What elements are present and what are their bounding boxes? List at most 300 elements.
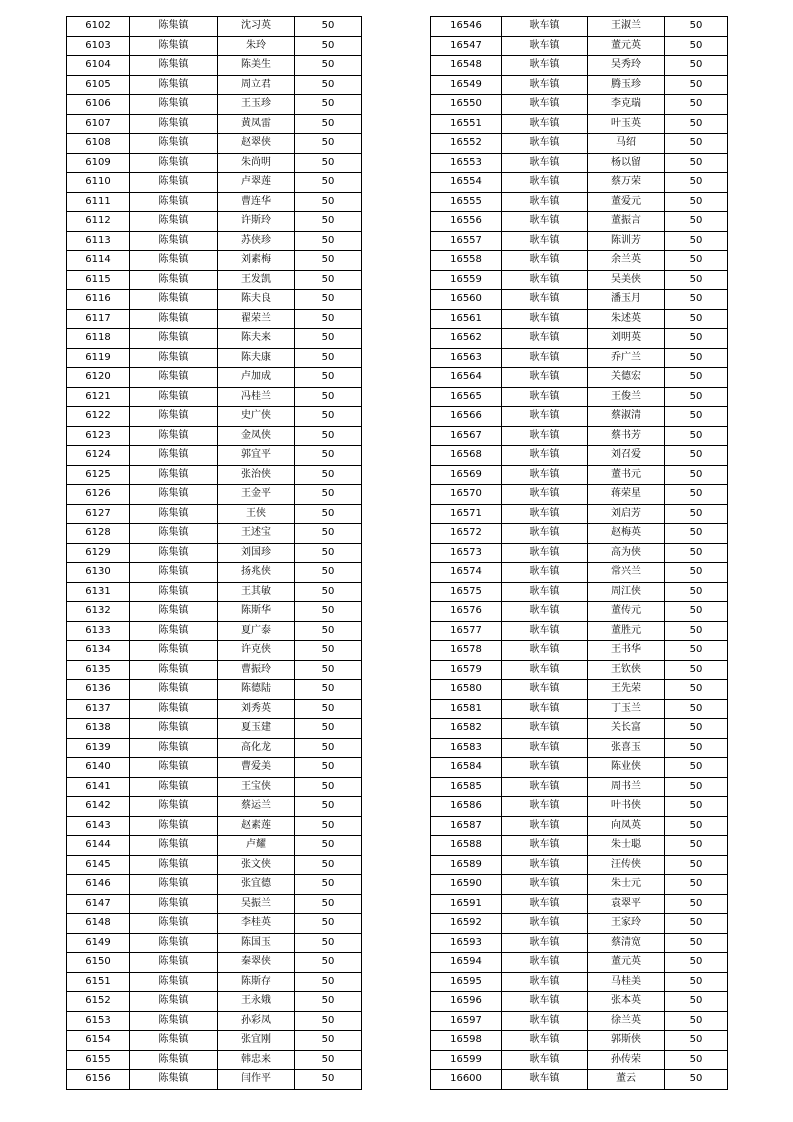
id-cell: 6127 <box>67 504 130 524</box>
amount-cell: 50 <box>295 153 362 173</box>
id-cell: 6103 <box>67 36 130 56</box>
amount-cell: 50 <box>665 875 728 895</box>
town-cell: 陈集镇 <box>130 270 218 290</box>
name-cell: 董传元 <box>588 602 665 622</box>
table-row <box>431 894 728 914</box>
amount-cell: 50 <box>295 95 362 115</box>
id-cell: 16546 <box>431 17 502 37</box>
id-cell: 6141 <box>67 777 130 797</box>
amount-cell: 50 <box>295 933 362 953</box>
name-cell: 董胜元 <box>588 621 665 641</box>
table-row <box>431 290 728 310</box>
town-cell: 耿车镇 <box>502 426 588 446</box>
table-row <box>67 1011 362 1031</box>
id-cell: 16570 <box>431 485 502 505</box>
amount-cell: 50 <box>665 602 728 622</box>
name-cell: 孙彩凤 <box>218 1011 295 1031</box>
table-row <box>431 231 728 251</box>
amount-cell: 50 <box>665 777 728 797</box>
town-cell: 耿车镇 <box>502 485 588 505</box>
amount-cell: 50 <box>295 602 362 622</box>
left-table <box>66 16 362 1090</box>
id-cell: 16591 <box>431 894 502 914</box>
name-cell: 翟荣兰 <box>218 309 295 329</box>
id-cell: 16575 <box>431 582 502 602</box>
id-cell: 16565 <box>431 387 502 407</box>
town-cell: 耿车镇 <box>502 699 588 719</box>
table-row <box>431 387 728 407</box>
amount-cell: 50 <box>665 368 728 388</box>
amount-cell: 50 <box>665 953 728 973</box>
table-row <box>67 56 362 76</box>
amount-cell: 50 <box>295 465 362 485</box>
id-cell: 16569 <box>431 465 502 485</box>
town-cell: 耿车镇 <box>502 777 588 797</box>
table-row <box>431 914 728 934</box>
table-row <box>431 173 728 193</box>
town-cell: 耿车镇 <box>502 36 588 56</box>
amount-cell: 50 <box>295 680 362 700</box>
id-cell: 16572 <box>431 524 502 544</box>
table-row <box>431 251 728 271</box>
amount-cell: 50 <box>665 1070 728 1090</box>
table-row <box>67 543 362 563</box>
name-cell: 刘召爱 <box>588 446 665 466</box>
town-cell: 陈集镇 <box>130 56 218 76</box>
town-cell: 陈集镇 <box>130 75 218 95</box>
amount-cell: 50 <box>665 270 728 290</box>
amount-cell: 50 <box>665 309 728 329</box>
table-row <box>431 660 728 680</box>
id-cell: 16588 <box>431 836 502 856</box>
id-cell: 6144 <box>67 836 130 856</box>
id-cell: 16562 <box>431 329 502 349</box>
name-cell: 王金平 <box>218 485 295 505</box>
id-cell: 6124 <box>67 446 130 466</box>
table-row <box>67 153 362 173</box>
table-row <box>67 914 362 934</box>
amount-cell: 50 <box>295 251 362 271</box>
town-cell: 陈集镇 <box>130 777 218 797</box>
amount-cell: 50 <box>665 465 728 485</box>
town-cell: 陈集镇 <box>130 972 218 992</box>
town-cell: 陈集镇 <box>130 153 218 173</box>
id-cell: 6145 <box>67 855 130 875</box>
town-cell: 陈集镇 <box>130 680 218 700</box>
name-cell: 夏玉建 <box>218 719 295 739</box>
table-row <box>431 738 728 758</box>
name-cell: 陈德陆 <box>218 680 295 700</box>
name-cell: 周立君 <box>218 75 295 95</box>
town-cell: 耿车镇 <box>502 348 588 368</box>
id-cell: 6136 <box>67 680 130 700</box>
table-row <box>67 524 362 544</box>
id-cell: 6123 <box>67 426 130 446</box>
town-cell: 耿车镇 <box>502 192 588 212</box>
town-cell: 耿车镇 <box>502 738 588 758</box>
name-cell: 曹爱美 <box>218 758 295 778</box>
id-cell: 16599 <box>431 1050 502 1070</box>
id-cell: 16578 <box>431 641 502 661</box>
amount-cell: 50 <box>295 777 362 797</box>
id-cell: 6110 <box>67 173 130 193</box>
amount-cell: 50 <box>295 836 362 856</box>
id-cell: 16557 <box>431 231 502 251</box>
name-cell: 韩忠来 <box>218 1050 295 1070</box>
amount-cell: 50 <box>665 56 728 76</box>
id-cell: 16563 <box>431 348 502 368</box>
id-cell: 16596 <box>431 992 502 1012</box>
table-row <box>431 368 728 388</box>
town-cell: 陈集镇 <box>130 543 218 563</box>
name-cell: 关长富 <box>588 719 665 739</box>
town-cell: 陈集镇 <box>130 17 218 37</box>
name-cell: 周书兰 <box>588 777 665 797</box>
amount-cell: 50 <box>665 660 728 680</box>
amount-cell: 50 <box>665 1050 728 1070</box>
amount-cell: 50 <box>665 836 728 856</box>
town-cell: 耿车镇 <box>502 1031 588 1051</box>
table-row <box>431 1070 728 1090</box>
amount-cell: 50 <box>665 563 728 583</box>
table-row <box>431 933 728 953</box>
town-cell: 耿车镇 <box>502 855 588 875</box>
town-cell: 陈集镇 <box>130 348 218 368</box>
id-cell: 6149 <box>67 933 130 953</box>
table-row <box>67 855 362 875</box>
table-row <box>431 465 728 485</box>
amount-cell: 50 <box>295 446 362 466</box>
name-cell: 朱玲 <box>218 36 295 56</box>
amount-cell: 50 <box>665 797 728 817</box>
name-cell: 周江侠 <box>588 582 665 602</box>
name-cell: 李桂英 <box>218 914 295 934</box>
name-cell: 卢耀 <box>218 836 295 856</box>
table-row <box>67 1070 362 1090</box>
town-cell: 陈集镇 <box>130 173 218 193</box>
amount-cell: 50 <box>295 75 362 95</box>
id-cell: 6142 <box>67 797 130 817</box>
town-cell: 耿车镇 <box>502 680 588 700</box>
id-cell: 16547 <box>431 36 502 56</box>
name-cell: 张文侠 <box>218 855 295 875</box>
amount-cell: 50 <box>295 914 362 934</box>
table-row <box>67 621 362 641</box>
table-row <box>67 816 362 836</box>
name-cell: 袁翠平 <box>588 894 665 914</box>
name-cell: 扬兆侠 <box>218 563 295 583</box>
name-cell: 陈业侠 <box>588 758 665 778</box>
table-row <box>67 660 362 680</box>
amount-cell: 50 <box>295 485 362 505</box>
table-row <box>67 368 362 388</box>
id-cell: 6156 <box>67 1070 130 1090</box>
name-cell: 余兰英 <box>588 251 665 271</box>
id-cell: 16564 <box>431 368 502 388</box>
id-cell: 16592 <box>431 914 502 934</box>
name-cell: 史广侠 <box>218 407 295 427</box>
town-cell: 耿车镇 <box>502 153 588 173</box>
amount-cell: 50 <box>295 348 362 368</box>
name-cell: 赵梅英 <box>588 524 665 544</box>
amount-cell: 50 <box>295 173 362 193</box>
table-row <box>431 504 728 524</box>
id-cell: 6150 <box>67 953 130 973</box>
table-row <box>431 485 728 505</box>
amount-cell: 50 <box>295 758 362 778</box>
id-cell: 6111 <box>67 192 130 212</box>
amount-cell: 50 <box>295 953 362 973</box>
name-cell: 金凤侠 <box>218 426 295 446</box>
name-cell: 蒋荣星 <box>588 485 665 505</box>
name-cell: 王淑兰 <box>588 17 665 37</box>
name-cell: 汪传侠 <box>588 855 665 875</box>
table-row <box>67 251 362 271</box>
id-cell: 6131 <box>67 582 130 602</box>
table-row <box>431 816 728 836</box>
town-cell: 陈集镇 <box>130 251 218 271</box>
id-cell: 16580 <box>431 680 502 700</box>
amount-cell: 50 <box>295 894 362 914</box>
table-row <box>67 777 362 797</box>
amount-cell: 50 <box>665 621 728 641</box>
amount-cell: 50 <box>665 153 728 173</box>
name-cell: 王家玲 <box>588 914 665 934</box>
table-row <box>431 1050 728 1070</box>
town-cell: 耿车镇 <box>502 933 588 953</box>
id-cell: 16559 <box>431 270 502 290</box>
table-row <box>431 758 728 778</box>
name-cell: 马绍 <box>588 134 665 154</box>
name-cell: 张宜德 <box>218 875 295 895</box>
name-cell: 王宝侠 <box>218 777 295 797</box>
amount-cell: 50 <box>665 719 728 739</box>
name-cell: 徐兰英 <box>588 1011 665 1031</box>
table-row <box>67 426 362 446</box>
table-row <box>67 836 362 856</box>
table-row <box>431 992 728 1012</box>
town-cell: 耿车镇 <box>502 231 588 251</box>
town-cell: 耿车镇 <box>502 641 588 661</box>
amount-cell: 50 <box>665 972 728 992</box>
name-cell: 高化龙 <box>218 738 295 758</box>
town-cell: 陈集镇 <box>130 426 218 446</box>
amount-cell: 50 <box>665 699 728 719</box>
table-row <box>67 17 362 37</box>
name-cell: 潘玉月 <box>588 290 665 310</box>
table-row <box>67 582 362 602</box>
town-cell: 陈集镇 <box>130 387 218 407</box>
town-cell: 耿车镇 <box>502 56 588 76</box>
town-cell: 陈集镇 <box>130 290 218 310</box>
name-cell: 董元英 <box>588 953 665 973</box>
table-row <box>431 407 728 427</box>
table-row <box>431 777 728 797</box>
town-cell: 陈集镇 <box>130 621 218 641</box>
amount-cell: 50 <box>665 231 728 251</box>
town-cell: 耿车镇 <box>502 1050 588 1070</box>
name-cell: 王述宝 <box>218 524 295 544</box>
town-cell: 陈集镇 <box>130 660 218 680</box>
amount-cell: 50 <box>665 543 728 563</box>
table-row <box>67 309 362 329</box>
name-cell: 沈习英 <box>218 17 295 37</box>
amount-cell: 50 <box>295 797 362 817</box>
id-cell: 6155 <box>67 1050 130 1070</box>
table-row <box>67 1031 362 1051</box>
amount-cell: 50 <box>295 368 362 388</box>
amount-cell: 50 <box>295 816 362 836</box>
id-cell: 6147 <box>67 894 130 914</box>
name-cell: 吴美侠 <box>588 270 665 290</box>
table-row <box>67 329 362 349</box>
id-cell: 16584 <box>431 758 502 778</box>
id-cell: 6138 <box>67 719 130 739</box>
table-row <box>431 75 728 95</box>
table-row <box>431 602 728 622</box>
town-cell: 陈集镇 <box>130 914 218 934</box>
amount-cell: 50 <box>295 114 362 134</box>
town-cell: 陈集镇 <box>130 309 218 329</box>
name-cell: 陈国玉 <box>218 933 295 953</box>
name-cell: 秦翠侠 <box>218 953 295 973</box>
name-cell: 杨以留 <box>588 153 665 173</box>
town-cell: 陈集镇 <box>130 875 218 895</box>
table-row <box>67 465 362 485</box>
name-cell: 夏广泰 <box>218 621 295 641</box>
town-cell: 陈集镇 <box>130 582 218 602</box>
name-cell: 丁玉兰 <box>588 699 665 719</box>
id-cell: 16552 <box>431 134 502 154</box>
amount-cell: 50 <box>665 855 728 875</box>
amount-cell: 50 <box>295 875 362 895</box>
amount-cell: 50 <box>295 36 362 56</box>
table-row <box>431 426 728 446</box>
amount-cell: 50 <box>665 1031 728 1051</box>
town-cell: 陈集镇 <box>130 894 218 914</box>
name-cell: 朱述英 <box>588 309 665 329</box>
id-cell: 6106 <box>67 95 130 115</box>
amount-cell: 50 <box>295 290 362 310</box>
id-cell: 16560 <box>431 290 502 310</box>
table-row <box>67 797 362 817</box>
amount-cell: 50 <box>295 270 362 290</box>
table-row <box>67 134 362 154</box>
id-cell: 16585 <box>431 777 502 797</box>
town-cell: 陈集镇 <box>130 699 218 719</box>
id-cell: 16597 <box>431 1011 502 1031</box>
town-cell: 耿车镇 <box>502 816 588 836</box>
town-cell: 陈集镇 <box>130 504 218 524</box>
name-cell: 叶玉英 <box>588 114 665 134</box>
table-row <box>431 1031 728 1051</box>
table-row <box>431 446 728 466</box>
name-cell: 高为侠 <box>588 543 665 563</box>
town-cell: 陈集镇 <box>130 212 218 232</box>
id-cell: 16561 <box>431 309 502 329</box>
amount-cell: 50 <box>665 407 728 427</box>
amount-cell: 50 <box>295 231 362 251</box>
id-cell: 6125 <box>67 465 130 485</box>
town-cell: 陈集镇 <box>130 192 218 212</box>
name-cell: 陈美生 <box>218 56 295 76</box>
name-cell: 冯桂兰 <box>218 387 295 407</box>
amount-cell: 50 <box>665 582 728 602</box>
id-cell: 16576 <box>431 602 502 622</box>
table-row <box>431 192 728 212</box>
town-cell: 耿车镇 <box>502 524 588 544</box>
town-cell: 耿车镇 <box>502 953 588 973</box>
table-row <box>67 894 362 914</box>
id-cell: 16566 <box>431 407 502 427</box>
name-cell: 吴秀玲 <box>588 56 665 76</box>
id-cell: 16594 <box>431 953 502 973</box>
right-table <box>430 16 728 1090</box>
name-cell: 吴振兰 <box>218 894 295 914</box>
table-row <box>431 134 728 154</box>
amount-cell: 50 <box>295 192 362 212</box>
name-cell: 叶书侠 <box>588 797 665 817</box>
table-row <box>67 504 362 524</box>
table-row <box>431 621 728 641</box>
table-row <box>67 972 362 992</box>
town-cell: 耿车镇 <box>502 407 588 427</box>
name-cell: 王侠 <box>218 504 295 524</box>
table-row <box>431 582 728 602</box>
town-cell: 陈集镇 <box>130 933 218 953</box>
amount-cell: 50 <box>665 738 728 758</box>
id-cell: 6107 <box>67 114 130 134</box>
table-row <box>431 56 728 76</box>
name-cell: 刘国珍 <box>218 543 295 563</box>
town-cell: 陈集镇 <box>130 992 218 1012</box>
name-cell: 陈斯华 <box>218 602 295 622</box>
id-cell: 16600 <box>431 1070 502 1090</box>
table-row <box>431 1011 728 1031</box>
town-cell: 耿车镇 <box>502 173 588 193</box>
id-cell: 16555 <box>431 192 502 212</box>
name-cell: 张本英 <box>588 992 665 1012</box>
table-row <box>67 95 362 115</box>
town-cell: 耿车镇 <box>502 894 588 914</box>
id-cell: 6108 <box>67 134 130 154</box>
name-cell: 孙传荣 <box>588 1050 665 1070</box>
amount-cell: 50 <box>665 485 728 505</box>
name-cell: 许克侠 <box>218 641 295 661</box>
id-cell: 6134 <box>67 641 130 661</box>
amount-cell: 50 <box>665 1011 728 1031</box>
table-row <box>67 231 362 251</box>
town-cell: 耿车镇 <box>502 75 588 95</box>
name-cell: 董元英 <box>588 36 665 56</box>
id-cell: 6113 <box>67 231 130 251</box>
id-cell: 6140 <box>67 758 130 778</box>
id-cell: 6135 <box>67 660 130 680</box>
id-cell: 16573 <box>431 543 502 563</box>
town-cell: 陈集镇 <box>130 855 218 875</box>
name-cell: 王玉珍 <box>218 95 295 115</box>
amount-cell: 50 <box>665 290 728 310</box>
id-cell: 16587 <box>431 816 502 836</box>
table-row <box>67 36 362 56</box>
table-row <box>431 699 728 719</box>
name-cell: 曹振玲 <box>218 660 295 680</box>
id-cell: 6102 <box>67 17 130 37</box>
id-cell: 6115 <box>67 270 130 290</box>
name-cell: 曹连华 <box>218 192 295 212</box>
amount-cell: 50 <box>665 134 728 154</box>
id-cell: 16598 <box>431 1031 502 1051</box>
